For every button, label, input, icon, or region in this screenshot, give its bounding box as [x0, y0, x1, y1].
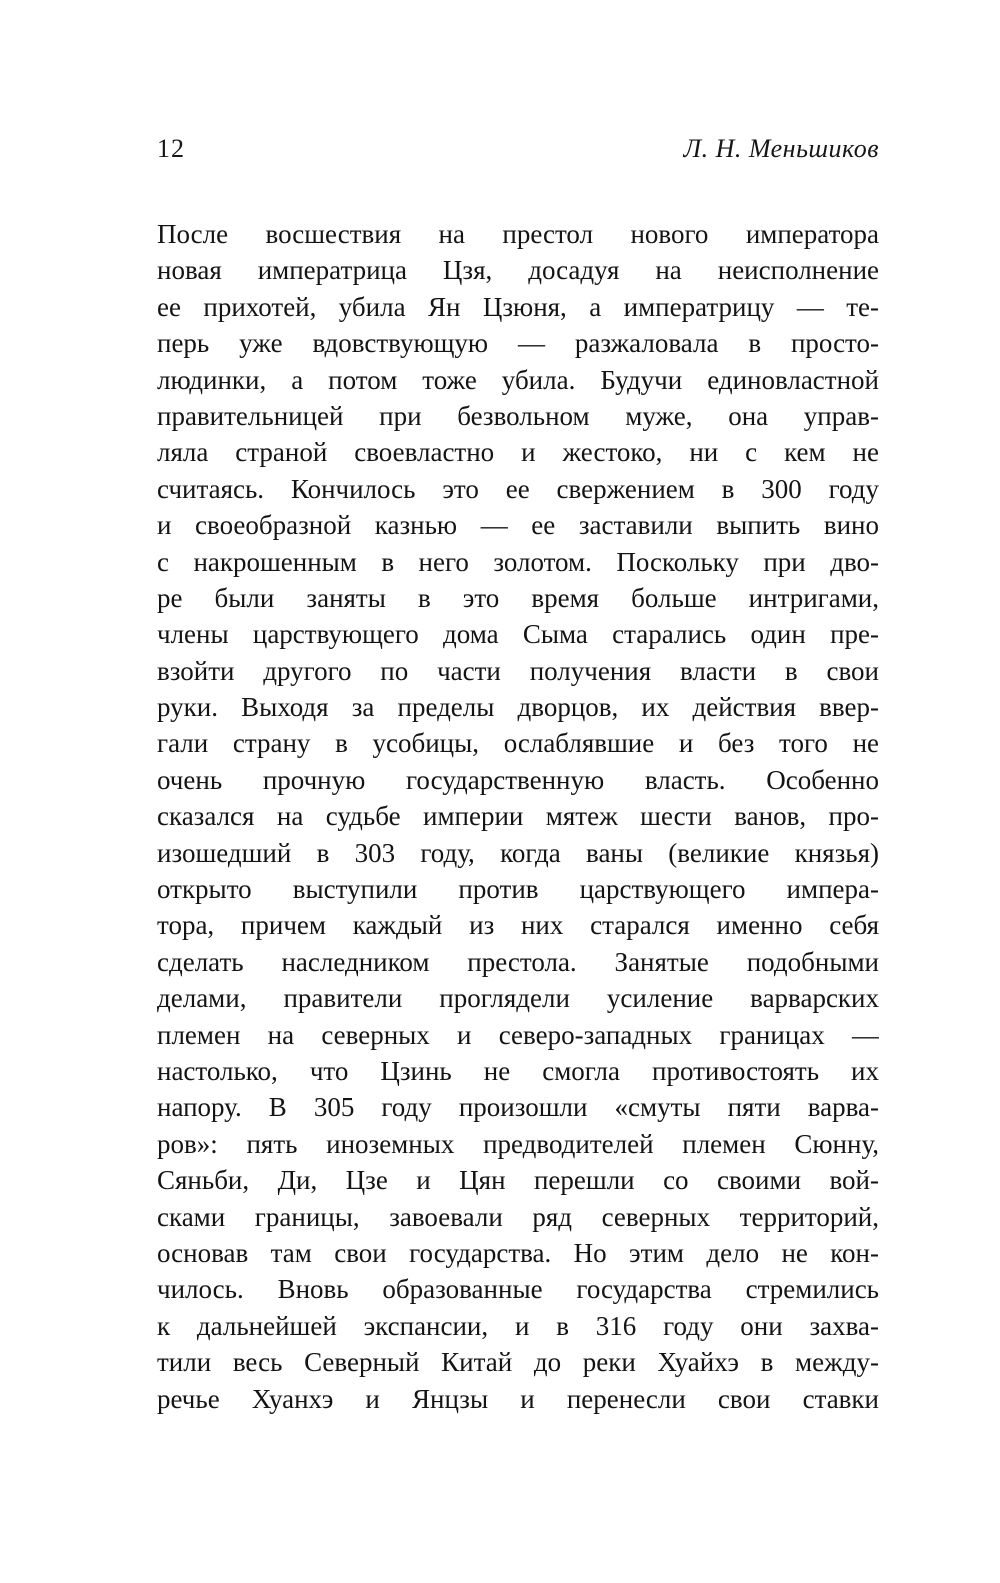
- text-line: перь уже вдовствующую — разжаловала в просто-: [157, 328, 879, 359]
- text-line: сделать наследником престола. Занятые подобными: [157, 946, 879, 977]
- text-block: [157, 216, 879, 1417]
- page-number: 12: [157, 134, 185, 163]
- text-line: с накрошенным в него золотом. Поскольку при дво-: [157, 546, 879, 577]
- text-line: ров»: пять иноземных предводителей племен Сюнну,: [157, 1128, 879, 1159]
- text-line: основав там свои государства. Но этим дело не кон-: [157, 1237, 879, 1268]
- text-line: члены царствующего дома Сыма старались один пре-: [157, 619, 879, 650]
- text-line: племен на северных и северо-западных границах —: [157, 1019, 879, 1050]
- text-line: настолько, что Цзинь не смогла противостоять их: [157, 1055, 879, 1086]
- text-line: правительницей при безвольном муже, она управ-: [157, 400, 879, 431]
- text-line: и своеобразной казнью — ее заставили выпить вино: [157, 510, 879, 541]
- page-header: [157, 134, 879, 164]
- text-line: делами, правители проглядели усиление варварских: [157, 983, 879, 1014]
- text-line: ляла страной своевластно и жестоко, ни с кем не: [157, 437, 879, 468]
- text-line: тили весь Северный Китай до реки Хуайхэ в между-: [157, 1347, 879, 1378]
- text-line: сказался на судьбе империи мятеж шести ванов, про-: [157, 801, 879, 832]
- text-line: речье Хуанхэ и Янцзы и перенесли свои ставки: [157, 1383, 879, 1414]
- text-line: считаясь. Кончилось это ее свержением в 300 году: [157, 473, 879, 504]
- text-line: людинки, а потом тоже убила. Будучи единовластной: [157, 364, 879, 395]
- page-content: [157, 134, 879, 1417]
- text-line: сками границы, завоевали ряд северных территорий,: [157, 1201, 879, 1232]
- text-line: открыто выступили против царствующего импера-: [157, 874, 879, 905]
- text-line: ре были заняты в это время больше интригами,: [157, 582, 879, 613]
- text-line: к дальнейшей экспансии, и в 316 году они захва-: [157, 1310, 879, 1341]
- text-line: взойти другого по части получения власти в свои: [157, 655, 879, 686]
- running-head-author: Л. Н. Меньшиков: [683, 134, 879, 163]
- text-line: тора, причем каждый из них старался именно себя: [157, 910, 879, 941]
- text-line: чилось. Вновь образованные государства стремились: [157, 1274, 879, 1305]
- text-line: Сяньби, Ди, Цзе и Цян перешли со своими вой-: [157, 1165, 879, 1196]
- text-line: гали страну в усобицы, ослаблявшие и без того не: [157, 728, 879, 759]
- text-line: ее прихотей, убила Ян Цзюня, а императрицу — те-: [157, 291, 879, 322]
- text-line: очень прочную государственную власть. Особенно: [157, 764, 879, 795]
- text-line: изошедший в 303 году, когда ваны (великие князья): [157, 837, 879, 868]
- text-line: После восшествия на престол нового императора: [157, 219, 879, 249]
- text-line: новая императрица Цзя, досадуя на неисполнение: [157, 255, 879, 286]
- text-line: напору. В 305 году произошли «смуты пяти варва-: [157, 1092, 879, 1123]
- text-line: руки. Выходя за пределы дворцов, их действия ввер-: [157, 692, 879, 723]
